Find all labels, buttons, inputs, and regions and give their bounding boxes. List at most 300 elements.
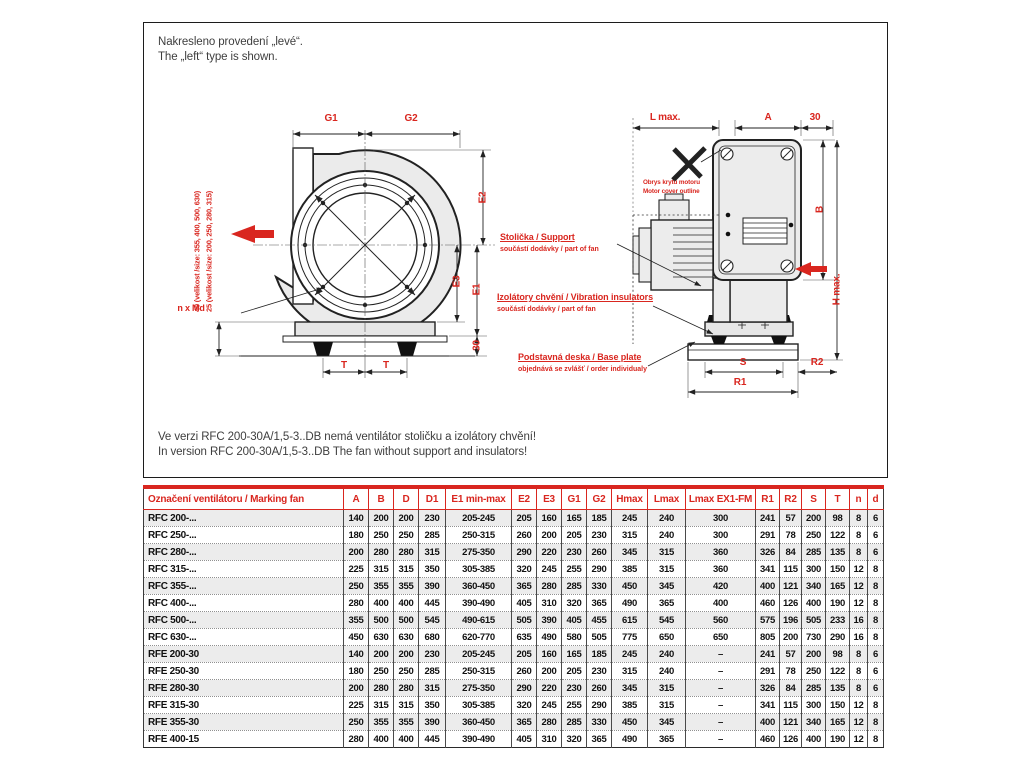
- fan-marking-cell: RFC 630-...: [144, 629, 344, 646]
- dim-label-hmax: H max.: [831, 273, 843, 306]
- fan-marking-cell: RFC 355-...: [144, 578, 344, 595]
- dimension-cell: 200: [394, 646, 419, 663]
- dimension-cell: –: [686, 663, 756, 680]
- dimension-cell: 460: [756, 595, 780, 612]
- column-header: S: [802, 487, 826, 510]
- fan-marking-cell: RFC 400-...: [144, 595, 344, 612]
- dimension-cell: 84: [780, 680, 802, 697]
- dimension-cell: 250-315: [446, 527, 512, 544]
- dimension-cell: 320: [562, 595, 587, 612]
- dimension-cell: 355: [394, 578, 419, 595]
- dimension-cell: 285: [562, 714, 587, 731]
- dimension-cell: 200: [394, 510, 419, 527]
- dimension-cell: 160: [537, 646, 562, 663]
- dimension-cell: 150: [826, 561, 850, 578]
- dimension-cell: 165: [562, 646, 587, 663]
- dimension-cell: 12: [850, 578, 868, 595]
- dimension-cell: 315: [648, 680, 686, 697]
- dimension-cell: 185: [587, 646, 612, 663]
- dimension-cell: 8: [868, 612, 884, 629]
- dimension-cell: 305-385: [446, 561, 512, 578]
- dim-label-30-right: 30: [809, 112, 821, 123]
- dimension-cell: 280: [394, 680, 419, 697]
- dimension-cell: 280: [537, 714, 562, 731]
- dimension-cell: 320: [512, 561, 537, 578]
- dimension-cell: 245: [537, 561, 562, 578]
- dimension-cell: 315: [648, 697, 686, 714]
- dimension-cell: 350: [419, 697, 446, 714]
- dimension-cell: 280: [369, 544, 394, 561]
- size-note-40: 40 (velikost /size: 355, 400, 500, 630): [192, 190, 202, 313]
- dimension-cell: 405: [562, 612, 587, 629]
- dimension-cell: 300: [802, 697, 826, 714]
- dimension-cell: 650: [686, 629, 756, 646]
- dimension-cell: 220: [537, 680, 562, 697]
- top-note-cz: Nakresleno provedení „levé“.: [158, 36, 303, 48]
- dim-label-r2: R2: [810, 357, 824, 368]
- table-body: [144, 510, 884, 748]
- dimension-cell: –: [686, 731, 756, 748]
- support-callout-sub: součástí dodávky / part of fan: [500, 246, 599, 253]
- dimension-cell: 250: [369, 527, 394, 544]
- dimension-cell: 405: [512, 595, 537, 612]
- dimension-cell: 775: [612, 629, 648, 646]
- dimension-cell: 8: [868, 595, 884, 612]
- dimension-cell: 200: [802, 646, 826, 663]
- dimension-cell: 126: [780, 731, 802, 748]
- dimension-cell: 121: [780, 578, 802, 595]
- dimension-cell: 285: [419, 527, 446, 544]
- dimension-cell: 385: [612, 697, 648, 714]
- dimension-cell: 200: [344, 680, 369, 697]
- dimension-cell: 650: [648, 629, 686, 646]
- table-row: [144, 646, 884, 663]
- table-row: [144, 510, 884, 527]
- dimension-cell: 315: [612, 527, 648, 544]
- dimension-cell: 310: [537, 595, 562, 612]
- dimension-cell: 196: [780, 612, 802, 629]
- dimension-cell: 140: [344, 646, 369, 663]
- dimension-cell: 250: [344, 578, 369, 595]
- dimension-cell: 400: [394, 595, 419, 612]
- dimension-cell: 345: [648, 714, 686, 731]
- dimension-cell: 400: [802, 595, 826, 612]
- dimension-cell: 57: [780, 646, 802, 663]
- dimension-cell: 500: [369, 612, 394, 629]
- dimension-cell: 260: [587, 680, 612, 697]
- dimension-cell: 330: [587, 714, 612, 731]
- dimension-cell: 250: [369, 663, 394, 680]
- dimension-cell: 455: [587, 612, 612, 629]
- column-header: R1: [756, 487, 780, 510]
- dimension-cell: 385: [612, 561, 648, 578]
- dimension-cell: 240: [648, 527, 686, 544]
- column-header: Označení ventilátoru / Marking fan: [144, 487, 344, 510]
- dimension-cell: 190: [826, 595, 850, 612]
- dimension-cell: 630: [369, 629, 394, 646]
- table-row: [144, 561, 884, 578]
- dimension-cell: 290: [587, 697, 612, 714]
- fan-marking-cell: RFE 200-30: [144, 646, 344, 663]
- dimension-cell: 445: [419, 595, 446, 612]
- dimension-cell: 355: [369, 578, 394, 595]
- dimension-cell: 8: [868, 629, 884, 646]
- dimension-cell: 450: [612, 578, 648, 595]
- column-header: D1: [419, 487, 446, 510]
- dimension-cell: 285: [802, 680, 826, 697]
- dimension-cell: 360: [686, 544, 756, 561]
- dimension-cell: 6: [868, 663, 884, 680]
- dimension-cell: 12: [850, 731, 868, 748]
- dimension-cell: 315: [648, 561, 686, 578]
- flow-direction-arrow-icon: [231, 225, 274, 243]
- dimension-cell: 340: [802, 714, 826, 731]
- dim-label-30-left: 30: [471, 340, 483, 351]
- dimension-cell: 8: [850, 680, 868, 697]
- dimension-cell: 180: [344, 663, 369, 680]
- side-view-drawing: [617, 118, 843, 398]
- terminal-box: [659, 200, 689, 220]
- dimension-cell: 355: [344, 612, 369, 629]
- dimension-cell: 545: [419, 612, 446, 629]
- column-header: n: [850, 487, 868, 510]
- dimension-cell: 57: [780, 510, 802, 527]
- top-note-en: The „left“ type is shown.: [158, 51, 278, 64]
- dimension-cell: 78: [780, 527, 802, 544]
- version-note-cz: Ve verzi RFC 200-30A/1,5-3..DB nemá ventilátor stoličku a izolátory chvění!: [158, 431, 536, 443]
- dimension-cell: 200: [537, 663, 562, 680]
- dimension-cell: 115: [780, 561, 802, 578]
- dimension-cell: 355: [369, 714, 394, 731]
- size-note-25: 25 (velikost /size: 200, 250, 280, 315): [204, 190, 214, 313]
- dimension-cell: 122: [826, 527, 850, 544]
- dimension-cell: 315: [419, 680, 446, 697]
- dimension-cell: 490: [537, 629, 562, 646]
- dimension-cell: 350: [419, 561, 446, 578]
- dimension-cell: 490: [612, 731, 648, 748]
- dimension-cell: 305-385: [446, 697, 512, 714]
- fan-marking-cell: RFE 400-15: [144, 731, 344, 748]
- insulators-callout-sub: součástí dodávky / part of fan: [497, 306, 596, 313]
- table-row: [144, 731, 884, 748]
- dimension-cell: 245: [537, 697, 562, 714]
- dim-label-e2: E2: [477, 191, 489, 204]
- table-row: [144, 578, 884, 595]
- dimension-cell: 400: [686, 595, 756, 612]
- dimension-cell: 326: [756, 544, 780, 561]
- dimension-cell: 126: [780, 595, 802, 612]
- motor: [651, 220, 713, 290]
- column-header: E1 min-max: [446, 487, 512, 510]
- table-row: [144, 595, 884, 612]
- dimension-cell: 330: [587, 578, 612, 595]
- motor-outline-label-cz: Obrys krytu motoru: [643, 179, 700, 186]
- dimension-cell: 200: [780, 629, 802, 646]
- dimension-cell: 245: [612, 510, 648, 527]
- dim-label-s: S: [739, 357, 747, 368]
- dim-label-g1: G1: [324, 113, 338, 124]
- dimension-cell: 16: [850, 629, 868, 646]
- table-header-row: [144, 487, 884, 510]
- fan-marking-cell: RFE 355-30: [144, 714, 344, 731]
- dimension-cell: 225: [344, 697, 369, 714]
- dimension-cell: 560: [686, 612, 756, 629]
- dimension-cell: 6: [868, 544, 884, 561]
- table-row: [144, 527, 884, 544]
- dimension-cell: 291: [756, 663, 780, 680]
- dimension-cell: 220: [537, 544, 562, 561]
- table-row: [144, 663, 884, 680]
- dimension-cell: 285: [562, 578, 587, 595]
- dimension-cell: 240: [648, 663, 686, 680]
- dimension-cell: 390: [419, 578, 446, 595]
- fan-marking-cell: RFC 200-...: [144, 510, 344, 527]
- dimension-cell: 400: [756, 578, 780, 595]
- dimension-cell: 320: [562, 731, 587, 748]
- support-beam: [705, 322, 793, 336]
- dimension-cell: 8: [850, 527, 868, 544]
- table-row: [144, 612, 884, 629]
- dimension-cell: 280: [344, 595, 369, 612]
- column-header: D: [394, 487, 419, 510]
- dimension-cell: 205: [512, 646, 537, 663]
- dimension-cell: 285: [802, 544, 826, 561]
- dimension-cell: 6: [868, 646, 884, 663]
- fan-marking-cell: RFE 280-30: [144, 680, 344, 697]
- dimension-cell: 245: [612, 646, 648, 663]
- dimension-cell: 365: [587, 731, 612, 748]
- dimension-cell: 230: [587, 663, 612, 680]
- dimension-cell: 185: [587, 510, 612, 527]
- dimension-cell: –: [686, 714, 756, 731]
- column-header: A: [344, 487, 369, 510]
- fan-marking-cell: RFC 315-...: [144, 561, 344, 578]
- dimension-cell: 315: [648, 544, 686, 561]
- baseplate-callout-sub: objednává se zvlášť / order individualy: [518, 366, 648, 373]
- dimension-cell: 160: [537, 510, 562, 527]
- dimension-cell: 315: [369, 561, 394, 578]
- column-header: G2: [587, 487, 612, 510]
- dimension-cell: 635: [512, 629, 537, 646]
- column-header: G1: [562, 487, 587, 510]
- dimension-cell: 16: [850, 612, 868, 629]
- dimension-cell: 205-245: [446, 510, 512, 527]
- column-header: Lmax EX1-FM: [686, 487, 756, 510]
- dimension-cell: 365: [587, 595, 612, 612]
- dimension-cell: 260: [512, 527, 537, 544]
- inlet-flange: [713, 140, 801, 280]
- dimension-cell: 290: [512, 544, 537, 561]
- dimension-cell: 290: [512, 680, 537, 697]
- dimension-cell: 12: [850, 561, 868, 578]
- table-row: [144, 629, 884, 646]
- fan-marking-cell: RFE 315-30: [144, 697, 344, 714]
- dimension-cell: 315: [394, 697, 419, 714]
- dimension-cell: 8: [868, 561, 884, 578]
- dimension-cell: 250: [394, 663, 419, 680]
- dimension-cell: 240: [648, 510, 686, 527]
- baseplate-callout-title: Podstavná deska / Base plate: [518, 352, 642, 362]
- dimension-cell: 445: [419, 731, 446, 748]
- dimension-cell: 280: [394, 544, 419, 561]
- dimension-cell: 260: [587, 544, 612, 561]
- dimension-cell: 280: [369, 680, 394, 697]
- foot-left: [313, 342, 333, 356]
- dimension-cell: 8: [850, 544, 868, 561]
- dimension-cell: 545: [648, 612, 686, 629]
- dim-label-g2: G2: [404, 113, 418, 124]
- dimension-cell: 345: [612, 544, 648, 561]
- dimension-cell: 190: [826, 731, 850, 748]
- dimension-cell: 405: [512, 731, 537, 748]
- dim-label-lmax: L max.: [649, 112, 681, 123]
- dimension-cell: 205: [562, 527, 587, 544]
- dimension-cell: 115: [780, 697, 802, 714]
- dimensions-table: [143, 485, 884, 748]
- dim-label-t2: T: [383, 360, 389, 371]
- dimension-cell: 8: [868, 714, 884, 731]
- dimension-cell: 390-490: [446, 731, 512, 748]
- dimension-cell: 225: [344, 561, 369, 578]
- dimension-cell: 250: [344, 714, 369, 731]
- dimension-cell: 310: [537, 731, 562, 748]
- dimension-cell: –: [686, 680, 756, 697]
- dimension-cell: 365: [512, 578, 537, 595]
- dim-label-r1: R1: [733, 377, 747, 388]
- dimension-cell: 98: [826, 510, 850, 527]
- dimension-cell: 8: [868, 578, 884, 595]
- dimension-cell: 230: [562, 544, 587, 561]
- vibration-insulator: [771, 336, 787, 344]
- vibration-insulator: [711, 336, 727, 344]
- dimension-cell: 230: [419, 646, 446, 663]
- dimension-cell: 320: [512, 697, 537, 714]
- dim-label-e3: E3: [451, 275, 463, 288]
- dimension-cell: 630: [394, 629, 419, 646]
- dimension-cell: 280: [344, 731, 369, 748]
- dimension-cell: 165: [826, 578, 850, 595]
- dimension-cell: 575: [756, 612, 780, 629]
- dimension-cell: 400: [394, 731, 419, 748]
- dimension-cell: 98: [826, 646, 850, 663]
- dimension-cell: 205-245: [446, 646, 512, 663]
- column-header: Lmax: [648, 487, 686, 510]
- dimension-cell: 390-490: [446, 595, 512, 612]
- dimension-cell: 365: [648, 731, 686, 748]
- dim-label-b: B: [814, 205, 826, 214]
- dimension-cell: 355: [394, 714, 419, 731]
- dimension-cell: 365: [512, 714, 537, 731]
- dimension-cell: 360: [686, 561, 756, 578]
- fan-marking-cell: RFC 280-...: [144, 544, 344, 561]
- dimension-cell: 241: [756, 510, 780, 527]
- dimension-cell: 8: [850, 510, 868, 527]
- dim-label-a: A: [764, 112, 772, 123]
- dimension-cell: 615: [612, 612, 648, 629]
- dimension-cell: 8: [850, 646, 868, 663]
- dimension-cell: 6: [868, 680, 884, 697]
- dimension-cell: 490: [612, 595, 648, 612]
- dim-label-t1: T: [341, 360, 347, 371]
- column-header: T: [826, 487, 850, 510]
- dimension-cell: 291: [756, 527, 780, 544]
- dimension-cell: 12: [850, 697, 868, 714]
- dimension-cell: 505: [512, 612, 537, 629]
- version-note-en: In version RFC 200-30A/1,5-3..DB The fan without support and insulators!: [158, 446, 528, 459]
- dimension-cell: 150: [826, 697, 850, 714]
- dimension-cell: 241: [756, 646, 780, 663]
- dimension-cell: 500: [394, 612, 419, 629]
- table-row: [144, 680, 884, 697]
- dimension-cell: 505: [802, 612, 826, 629]
- dimension-cell: 250-315: [446, 663, 512, 680]
- dimension-cell: 200: [344, 544, 369, 561]
- dimension-cell: 8: [850, 663, 868, 680]
- foot-right: [397, 342, 417, 356]
- dimension-cell: 6: [868, 510, 884, 527]
- bolt-pattern-label: n x Md: [177, 303, 205, 313]
- top-note: [158, 35, 303, 65]
- dim-label-e1: E1: [471, 283, 483, 296]
- dimension-cell: 390: [537, 612, 562, 629]
- dimension-cell: 300: [686, 527, 756, 544]
- dimension-cell: 360-450: [446, 578, 512, 595]
- dimension-cell: 180: [344, 527, 369, 544]
- dimension-cell: 340: [802, 578, 826, 595]
- dimension-cell: 135: [826, 544, 850, 561]
- dimension-cell: 450: [344, 629, 369, 646]
- dimension-cell: 341: [756, 561, 780, 578]
- dimension-cell: 390: [419, 714, 446, 731]
- dimension-cell: 250: [802, 663, 826, 680]
- dimension-cell: 200: [369, 646, 394, 663]
- dimension-cell: 122: [826, 663, 850, 680]
- dimension-cell: 260: [512, 663, 537, 680]
- dimension-cell: 400: [802, 731, 826, 748]
- dimension-cell: 400: [369, 595, 394, 612]
- column-header: E3: [537, 487, 562, 510]
- dimension-cell: 12: [850, 595, 868, 612]
- dimension-cell: 140: [344, 510, 369, 527]
- dimension-cell: 240: [648, 646, 686, 663]
- dimension-cell: 460: [756, 731, 780, 748]
- dimension-cell: 230: [419, 510, 446, 527]
- column-header: Hmax: [612, 487, 648, 510]
- column-header: R2: [780, 487, 802, 510]
- dimension-cell: 84: [780, 544, 802, 561]
- dimension-cell: –: [686, 646, 756, 663]
- dimension-cell: 205: [562, 663, 587, 680]
- dimension-cell: 165: [562, 510, 587, 527]
- table-row: [144, 544, 884, 561]
- table-row: [144, 697, 884, 714]
- support-callout-title: Stolička / Support: [500, 232, 575, 242]
- dimension-cell: 8: [868, 697, 884, 714]
- dimension-cell: 730: [802, 629, 826, 646]
- column-header: E2: [512, 487, 537, 510]
- dimension-cell: 255: [562, 561, 587, 578]
- dimension-cell: 315: [369, 697, 394, 714]
- dimension-cell: 365: [648, 595, 686, 612]
- dimension-cell: 290: [826, 629, 850, 646]
- fan-marking-cell: RFE 250-30: [144, 663, 344, 680]
- dimension-cell: 230: [562, 680, 587, 697]
- dimension-cell: 280: [537, 578, 562, 595]
- dimension-cell: 285: [419, 663, 446, 680]
- dimension-cell: 78: [780, 663, 802, 680]
- dimension-cell: 360-450: [446, 714, 512, 731]
- column-header: B: [369, 487, 394, 510]
